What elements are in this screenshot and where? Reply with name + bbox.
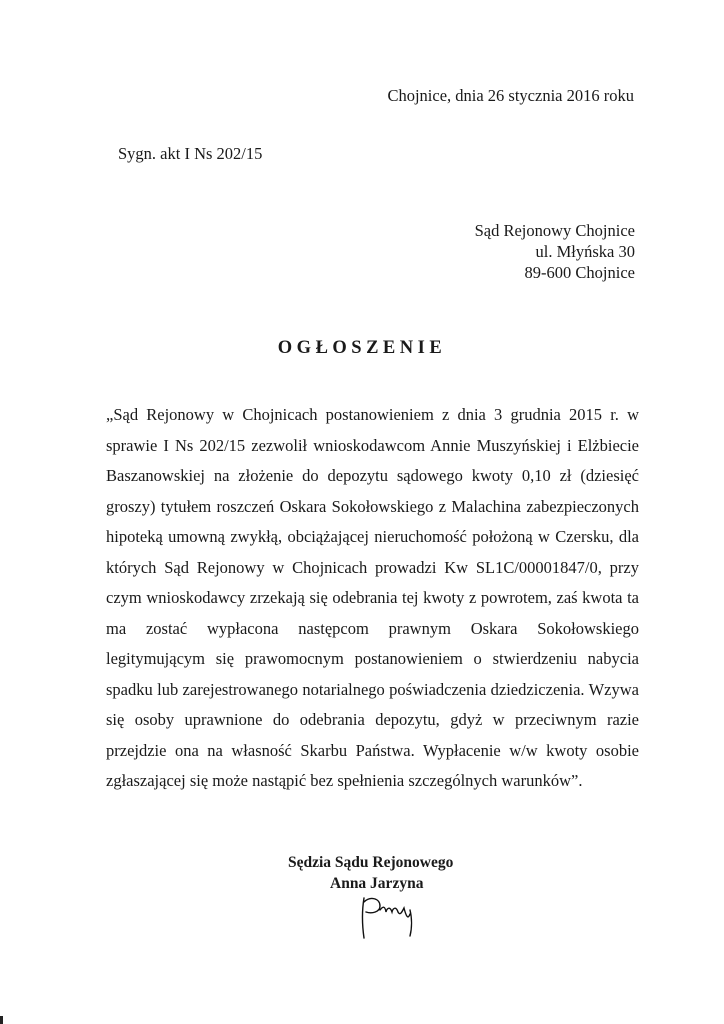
judge-name: Anna Jarzyna [330, 875, 424, 892]
court-city: 89-600 Chojnice [524, 263, 635, 282]
handwritten-signature [350, 888, 430, 948]
court-street: ul. Młyńska 30 [535, 242, 635, 261]
court-name: Sąd Rejonowy Chojnice [474, 221, 635, 240]
notice-body [106, 400, 639, 797]
scan-margin-mark [0, 1016, 3, 1024]
notice-body-paragraph: „Sąd Rejonowy w Chojnicach postanowieniem z dnia 3 grudnia 2015 r. w sprawie I Ns 202/15 zezwolił wnioskodawcom Annie Muszyńskiej i Elżbiecie Baszanowskiej na złożenie do depozytu sądowego kwoty 0,10 zł (dziesięć groszy) tytułem roszczeń Oskara Sokołowskiego z Malachina zabezpieczonych hipoteką umowną zwykłą, obciążającej nieruchomość położoną w Czersku, dla których Sąd Rejonowy w Chojnicach prowadzi Kw SL1C/00001847/0, przy czym wnioskodawcy zrzekają się odebrania tej kwoty z powrotem, zaś kwota ta ma zostać wypłacona następcom prawnym Oskara Sokołowskiego legitymującym się prawomocnym postanowieniem o stwierdzeniu nabycia spadku lub zarejestrowanego notarialnego poświadczenia dziedziczenia. Wzywa się osoby uprawnione do odebrania depozytu, gdyż w przeciwnym razie przejdzie ona na własność Skarbu Państwa. Wypłacenie w/w kwoty osobie zgłaszającej się może nastąpić bez spełnienia szczególnych warunków”. [106, 405, 639, 790]
court-address [475, 220, 635, 283]
case-reference: Sygn. akt I Ns 202/15 [118, 144, 263, 163]
judge-title: Sędzia Sądu Rejonowego [288, 854, 454, 871]
notice-title: OGŁOSZENIE [277, 338, 447, 358]
date-line: Chojnice, dnia 26 stycznia 2016 roku [387, 86, 634, 105]
